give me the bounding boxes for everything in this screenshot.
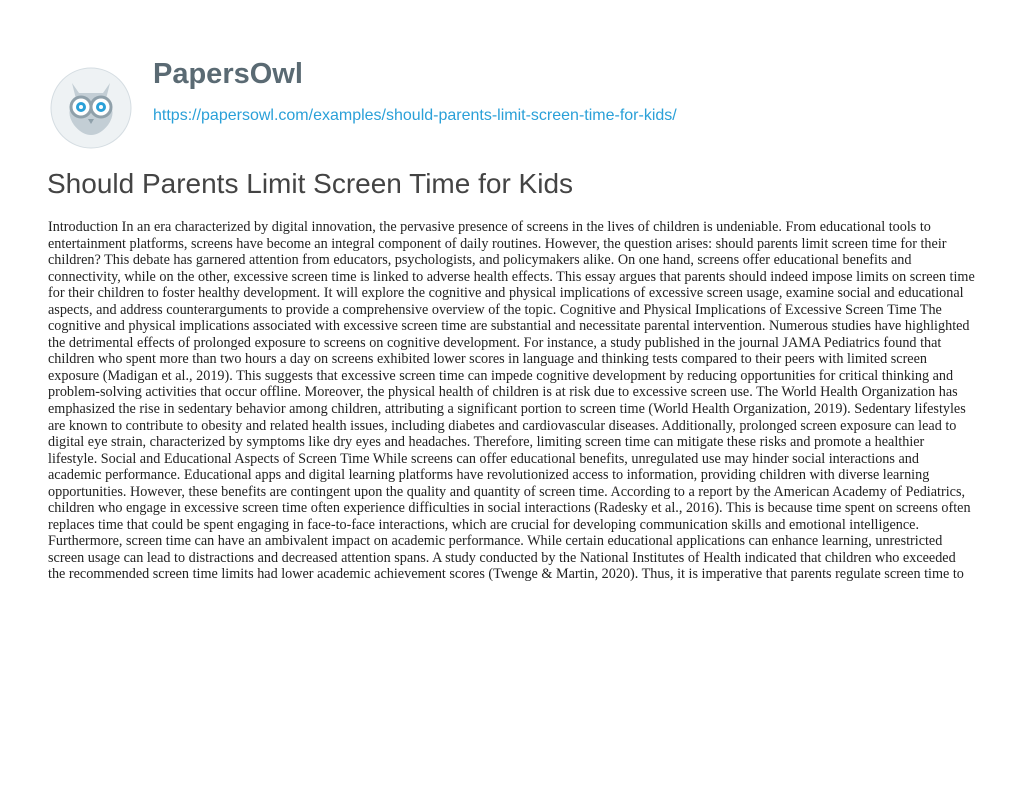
owl-logo-icon (48, 65, 134, 151)
source-url-link[interactable]: https://papersowl.com/examples/should-parents-limit-screen-time-for-kids/ (153, 107, 677, 124)
brand-name: PapersOwl (153, 58, 303, 90)
essay-body: Introduction In an era characterized by digital innovation, the pervasive presence of screens in the lives of children is undeniable. From educational tools to entertainment platforms, screens have become an integral component of daily routines. However, the question arises: should parents limit screen time for their children? This debate has garnered attention from educators, psychologists, and policymakers alike. On one hand, screens offer educational benefits and connectivity, while on the other, excessive screen time is linked to adverse health effects. This essay argues that parents should indeed impose limits on screen time for their children to foster healthy development. It will explore the cognitive and physical implications of excessive screen usage, examine social and educational aspects, and address counterarguments to provide a comprehensive overview of the topic. Cognitive and Physical Implications of Excessive Screen Time The cognitive and physical implications associated with excessive screen time are substantial and necessitate parental intervention. Numerous studies have highlighted the detrimental effects of prolonged exposure to screens on cognitive development. For instance, a study published in the journal JAMA Pediatrics found that children who spent more than two hours a day on screens exhibited lower scores in language and thinking tests compared to their peers with limited screen exposure (Madigan et al., 2019). This suggests that excessive screen time can impede cognitive development by reducing opportunities for critical thinking and problem-solving activities that occur offline. Moreover, the physical health of children is at risk due to excessive screen use. The World Health Organization has emphasized the rise in sedentary behavior among children, attributing a significant portion to screen time (World Health Organization, 2019). Sedentary lifestyles are known to contribute to obesity and related health issues, including diabetes and cardiovascular diseases. Additionally, prolonged screen exposure can lead to digital eye strain, characterized by symptoms like dry eyes and headaches. Therefore, limiting screen time can mitigate these risks and promote a healthier lifestyle. Social and Educational Aspects of Screen Time While screens can offer educational benefits, unregulated use may hinder social interactions and academic performance. Educational apps and digital learning platforms have revolutionized access to information, providing children with diverse learning opportunities. However, these benefits are contingent upon the quality and quantity of screen time. According to a report by the American Academy of Pediatrics, children who engage in excessive screen time often experience difficulties in social interactions (Radesky et al., 2016). This is because time spent on screens often replaces time that could be spent engaging in face-to-face interactions, which are crucial for developing communication skills and emotional intelligence. Furthermore, screen time can have an ambivalent impact on academic performance. While certain educational applications can enhance learning, unrestricted screen usage can lead to distractions and decreased attention spans. A study conducted by the National Institutes of Health indicated that children who exceeded the recommended screen time limits had lower academic achievement scores (Twenge & Martin, 2020). Thus, it is imperative that parents regulate screen time to (48, 219, 975, 583)
page-title: Should Parents Limit Screen Time for Kids (47, 168, 574, 199)
